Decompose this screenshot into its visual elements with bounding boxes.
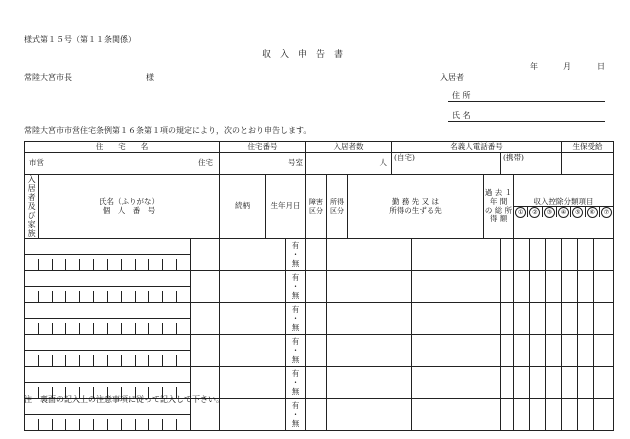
member-name-row bbox=[25, 367, 614, 383]
housing-name-header: 住 宅 名 bbox=[25, 142, 220, 153]
personal-number-digit[interactable] bbox=[80, 419, 94, 430]
member-birth-cell[interactable] bbox=[220, 271, 286, 303]
personal-number-digit[interactable] bbox=[25, 355, 39, 366]
disability-separator: ・ bbox=[291, 282, 300, 291]
disability-separator: ・ bbox=[291, 378, 300, 387]
member-disability-cell[interactable] bbox=[286, 303, 306, 335]
member-past-income-cell[interactable] bbox=[412, 239, 501, 271]
member-deduction-6[interactable] bbox=[578, 239, 594, 271]
disability-yes[interactable]: 有 bbox=[291, 305, 300, 314]
member-personal-number-cell bbox=[25, 287, 191, 303]
member-deduction-1[interactable] bbox=[501, 335, 514, 367]
disability-no[interactable]: 無 bbox=[291, 387, 300, 396]
member-workplace-cell[interactable] bbox=[327, 399, 412, 431]
income-table bbox=[24, 141, 614, 431]
member-personal-number-cell bbox=[25, 351, 191, 367]
disability-no[interactable]: 無 bbox=[291, 323, 300, 332]
member-name-cell[interactable] bbox=[25, 367, 191, 383]
personal-number-digit[interactable] bbox=[163, 291, 177, 302]
personal-number-digit[interactable] bbox=[53, 323, 67, 334]
member-income-type-cell[interactable] bbox=[306, 271, 327, 303]
nin-label: 人 bbox=[379, 158, 388, 168]
member-deduction-1[interactable] bbox=[501, 303, 514, 335]
personal-number-digit[interactable] bbox=[94, 291, 108, 302]
member-deduction-7[interactable] bbox=[594, 399, 614, 431]
personal-number-digit[interactable] bbox=[163, 259, 177, 270]
resident-count-header: 入居者数 bbox=[306, 142, 392, 153]
personal-number-digit[interactable] bbox=[39, 355, 53, 366]
member-deduction-4[interactable] bbox=[546, 367, 562, 399]
personal-number-digit[interactable] bbox=[149, 355, 163, 366]
member-workplace-cell[interactable] bbox=[327, 271, 412, 303]
disability-yes[interactable]: 有 bbox=[291, 401, 300, 410]
disability-yes[interactable]: 有 bbox=[291, 369, 300, 378]
member-personal-number-cell bbox=[25, 319, 191, 335]
personal-number-digit[interactable] bbox=[53, 355, 67, 366]
personal-number-digit[interactable] bbox=[149, 259, 163, 270]
personal-number-digit[interactable] bbox=[177, 259, 190, 270]
shiei-label: 市営 bbox=[29, 158, 44, 167]
personal-number-digit[interactable] bbox=[149, 323, 163, 334]
personal-number-digit[interactable] bbox=[108, 419, 122, 430]
personal-number-digit[interactable] bbox=[108, 259, 122, 270]
member-income-type-cell[interactable] bbox=[306, 239, 327, 271]
date-year: 年 bbox=[530, 62, 538, 71]
member-name-cell[interactable] bbox=[25, 335, 191, 351]
relation-header: 続柄 bbox=[220, 175, 266, 239]
member-relation-cell[interactable] bbox=[191, 335, 220, 367]
personal-number-digit[interactable] bbox=[163, 355, 177, 366]
member-deduction-3[interactable] bbox=[530, 303, 546, 335]
addressee-honorific: 様 bbox=[146, 73, 154, 82]
workplace-line2: 所得の生ずる先 bbox=[389, 205, 442, 215]
member-workplace-cell[interactable] bbox=[327, 367, 412, 399]
side-label: 入居者及び家族 bbox=[25, 175, 39, 239]
addressee-name: 常陸大宮市長 bbox=[24, 73, 72, 82]
personal-number-digit[interactable] bbox=[122, 419, 136, 430]
date-day: 日 bbox=[597, 62, 605, 71]
member-birth-cell[interactable] bbox=[220, 239, 286, 271]
member-income-type-cell[interactable] bbox=[306, 303, 327, 335]
deduction-item-4: ④ bbox=[558, 207, 569, 218]
personal-number-digit[interactable] bbox=[66, 419, 80, 430]
member-deduction-7[interactable] bbox=[594, 335, 614, 367]
past-income-line2: の 総 所 得 額 bbox=[484, 205, 513, 224]
personal-number-digit[interactable] bbox=[122, 355, 136, 366]
personal-number-digit[interactable] bbox=[66, 355, 80, 366]
personal-number-digit[interactable] bbox=[136, 419, 150, 430]
personal-number-digit[interactable] bbox=[25, 291, 39, 302]
name-column-header bbox=[39, 175, 220, 239]
member-personal-number-cell bbox=[25, 255, 191, 271]
member-deduction-1[interactable] bbox=[501, 239, 514, 271]
disability-separator: ・ bbox=[291, 250, 300, 259]
member-deduction-1[interactable] bbox=[501, 399, 514, 431]
personal-number-digit[interactable] bbox=[66, 291, 80, 302]
birth-header: 生年月日 bbox=[266, 175, 306, 239]
deduction-item-1: ① bbox=[515, 207, 526, 218]
member-deduction-6[interactable] bbox=[578, 271, 594, 303]
member-deduction-3[interactable] bbox=[530, 335, 546, 367]
member-deduction-6[interactable] bbox=[578, 335, 594, 367]
member-past-income-cell[interactable] bbox=[412, 271, 501, 303]
member-relation-cell[interactable] bbox=[191, 367, 220, 399]
member-deduction-5[interactable] bbox=[562, 399, 578, 431]
disability-yes[interactable]: 有 bbox=[291, 241, 300, 250]
member-deduction-3[interactable] bbox=[530, 399, 546, 431]
personal-number-digit[interactable] bbox=[108, 291, 122, 302]
personal-number-digit[interactable] bbox=[53, 291, 67, 302]
disability-separator: ・ bbox=[291, 346, 300, 355]
page-title: 収 入 申 告 書 bbox=[262, 50, 344, 60]
member-deduction-5[interactable] bbox=[562, 303, 578, 335]
personal-number-header-label: 個 人 番 号 bbox=[102, 205, 156, 215]
deduction-item-3: ③ bbox=[544, 207, 555, 218]
housing-number-cell[interactable] bbox=[220, 153, 306, 175]
disability-separator: ・ bbox=[291, 410, 300, 419]
member-deduction-6[interactable] bbox=[578, 367, 594, 399]
member-disability-cell[interactable] bbox=[286, 367, 306, 399]
personal-number-digit[interactable] bbox=[39, 259, 53, 270]
member-deduction-4[interactable] bbox=[546, 399, 562, 431]
name-line[interactable] bbox=[448, 121, 605, 122]
date-month: 月 bbox=[563, 62, 571, 71]
member-income-type-cell[interactable] bbox=[306, 335, 327, 367]
member-deduction-5[interactable] bbox=[562, 335, 578, 367]
personal-number-digit[interactable] bbox=[66, 323, 80, 334]
personal-number-digit[interactable] bbox=[66, 259, 80, 270]
home-phone-label: (自宅) bbox=[394, 153, 415, 162]
personal-number-digit[interactable] bbox=[177, 419, 190, 430]
member-deduction-3[interactable] bbox=[530, 239, 546, 271]
goshitsu-label: 号室 bbox=[288, 158, 304, 168]
member-name-row bbox=[25, 239, 614, 255]
member-deduction-2[interactable] bbox=[514, 367, 530, 399]
member-relation-cell[interactable] bbox=[191, 303, 220, 335]
member-disability-cell[interactable] bbox=[286, 399, 306, 431]
disability-no[interactable]: 無 bbox=[291, 355, 300, 364]
disability-no[interactable]: 無 bbox=[291, 291, 300, 300]
past-income-header bbox=[484, 175, 514, 239]
intro-text: 常陸大宮市市営住宅条例第１６条第１項の規定により，次のとおり申告します。 bbox=[24, 126, 312, 135]
member-deduction-3[interactable] bbox=[530, 367, 546, 399]
member-disability-cell[interactable] bbox=[286, 239, 306, 271]
personal-number-digit[interactable] bbox=[94, 419, 108, 430]
personal-number-digit[interactable] bbox=[53, 419, 67, 430]
member-income-type-cell[interactable] bbox=[306, 399, 327, 431]
member-deduction-7[interactable] bbox=[594, 239, 614, 271]
member-income-type-cell[interactable] bbox=[306, 367, 327, 399]
member-name-row bbox=[25, 335, 614, 351]
personal-number-digit[interactable] bbox=[80, 323, 94, 334]
disability-yes[interactable]: 有 bbox=[291, 273, 300, 282]
member-deduction-2[interactable] bbox=[514, 399, 530, 431]
deductions-title: 収入控除分類項目 bbox=[514, 197, 613, 207]
member-birth-cell[interactable] bbox=[220, 335, 286, 367]
member-past-income-cell[interactable] bbox=[412, 399, 501, 431]
income-type-header: 所得区分 bbox=[327, 175, 348, 239]
member-name-row bbox=[25, 271, 614, 287]
personal-number-digit[interactable] bbox=[136, 355, 150, 366]
applicant-label: 入居者 bbox=[440, 73, 464, 82]
member-workplace-cell[interactable] bbox=[327, 303, 412, 335]
name-label: 氏 名 bbox=[452, 111, 471, 120]
personal-number-digit[interactable] bbox=[53, 259, 67, 270]
personal-number-digit[interactable] bbox=[39, 291, 53, 302]
member-name-cell[interactable] bbox=[25, 271, 191, 287]
member-birth-cell[interactable] bbox=[220, 303, 286, 335]
member-deduction-2[interactable] bbox=[514, 303, 530, 335]
member-relation-cell[interactable] bbox=[191, 271, 220, 303]
member-workplace-cell[interactable] bbox=[327, 335, 412, 367]
personal-number-digit[interactable] bbox=[163, 323, 177, 334]
member-deduction-4[interactable] bbox=[546, 239, 562, 271]
deductions-header bbox=[514, 175, 614, 239]
member-birth-cell[interactable] bbox=[220, 399, 286, 431]
personal-number-digit[interactable] bbox=[94, 355, 108, 366]
deduction-item-6: ⑥ bbox=[587, 207, 598, 218]
resident-count-cell[interactable] bbox=[306, 153, 392, 175]
member-deduction-3[interactable] bbox=[530, 271, 546, 303]
name-header-label: 氏名（ふりがな） bbox=[99, 196, 159, 206]
personal-number-digit[interactable] bbox=[25, 419, 39, 430]
personal-number-digit[interactable] bbox=[108, 355, 122, 366]
workplace-line1: 勤 務 先 又 は bbox=[392, 196, 440, 206]
member-name-cell[interactable] bbox=[25, 239, 191, 255]
member-workplace-cell[interactable] bbox=[327, 239, 412, 271]
member-disability-cell[interactable] bbox=[286, 335, 306, 367]
member-deduction-1[interactable] bbox=[501, 271, 514, 303]
member-disability-cell[interactable] bbox=[286, 271, 306, 303]
personal-number-digit[interactable] bbox=[136, 323, 150, 334]
member-deduction-7[interactable] bbox=[594, 303, 614, 335]
jutaku-label: 住宅 bbox=[198, 158, 214, 167]
member-deduction-6[interactable] bbox=[578, 399, 594, 431]
personal-number-digit[interactable] bbox=[177, 323, 190, 334]
phone-mobile-cell[interactable] bbox=[501, 153, 562, 175]
member-deduction-4[interactable] bbox=[546, 335, 562, 367]
personal-number-digit[interactable] bbox=[122, 291, 136, 302]
member-personal-number-cell bbox=[25, 415, 191, 431]
member-past-income-cell[interactable] bbox=[412, 335, 501, 367]
personal-number-digit[interactable] bbox=[122, 259, 136, 270]
personal-number-digit[interactable] bbox=[163, 419, 177, 430]
deduction-item-5: ⑤ bbox=[572, 207, 583, 218]
deduction-item-2: ② bbox=[529, 207, 540, 218]
member-name-cell[interactable] bbox=[25, 303, 191, 319]
member-deduction-6[interactable] bbox=[578, 303, 594, 335]
disability-separator: ・ bbox=[291, 314, 300, 323]
member-deduction-2[interactable] bbox=[514, 239, 530, 271]
disability-header: 障害区分 bbox=[306, 175, 327, 239]
personal-number-digit[interactable] bbox=[80, 355, 94, 366]
personal-number-digit[interactable] bbox=[177, 291, 190, 302]
mobile-phone-label: (携帯) bbox=[503, 153, 524, 162]
personal-number-digit[interactable] bbox=[25, 259, 39, 270]
personal-number-digit[interactable] bbox=[122, 323, 136, 334]
member-deduction-5[interactable] bbox=[562, 271, 578, 303]
member-deduction-2[interactable] bbox=[514, 335, 530, 367]
member-deduction-7[interactable] bbox=[594, 367, 614, 399]
welfare-header: 生保受給 bbox=[562, 142, 614, 153]
member-deduction-4[interactable] bbox=[546, 303, 562, 335]
member-birth-cell[interactable] bbox=[220, 367, 286, 399]
address-line[interactable] bbox=[448, 101, 605, 102]
phone-home-cell[interactable] bbox=[392, 153, 501, 175]
personal-number-digit[interactable] bbox=[149, 291, 163, 302]
personal-number-digit[interactable] bbox=[25, 323, 39, 334]
member-deduction-5[interactable] bbox=[562, 367, 578, 399]
personal-number-digit[interactable] bbox=[149, 419, 163, 430]
address-label: 住 所 bbox=[452, 91, 471, 100]
personal-number-digit[interactable] bbox=[94, 323, 108, 334]
workplace-header bbox=[348, 175, 484, 239]
personal-number-digit[interactable] bbox=[94, 259, 108, 270]
footer-note: 注 裏面の記入上の注意事項に従って記入して下さい。 bbox=[24, 395, 224, 404]
personal-number-digit[interactable] bbox=[80, 291, 94, 302]
personal-number-digit[interactable] bbox=[80, 259, 94, 270]
member-deduction-4[interactable] bbox=[546, 271, 562, 303]
member-deduction-7[interactable] bbox=[594, 271, 614, 303]
housing-name-cell[interactable] bbox=[25, 153, 220, 175]
personal-number-digit[interactable] bbox=[39, 419, 53, 430]
personal-number-digit[interactable] bbox=[136, 291, 150, 302]
housing-number-header: 住宅番号 bbox=[220, 142, 306, 153]
member-past-income-cell[interactable] bbox=[412, 303, 501, 335]
disability-no[interactable]: 無 bbox=[291, 259, 300, 268]
phone-header: 名義人電話番号 bbox=[392, 142, 562, 153]
member-deduction-1[interactable] bbox=[501, 367, 514, 399]
form-number: 様式第１５号（第１１条関係） bbox=[24, 35, 136, 44]
deduction-item-7: ⑦ bbox=[601, 207, 612, 218]
welfare-cell[interactable] bbox=[562, 153, 614, 175]
disability-yes[interactable]: 有 bbox=[291, 337, 300, 346]
past-income-line1: 過 去 １ 年 間 bbox=[484, 188, 513, 206]
member-past-income-cell[interactable] bbox=[412, 367, 501, 399]
member-relation-cell[interactable] bbox=[191, 239, 220, 271]
member-name-row bbox=[25, 303, 614, 319]
personal-number-digit[interactable] bbox=[39, 323, 53, 334]
member-deduction-5[interactable] bbox=[562, 239, 578, 271]
member-deduction-2[interactable] bbox=[514, 271, 530, 303]
personal-number-digit[interactable] bbox=[177, 355, 190, 366]
disability-no[interactable]: 無 bbox=[291, 419, 300, 428]
personal-number-digit[interactable] bbox=[136, 259, 150, 270]
personal-number-digit[interactable] bbox=[108, 323, 122, 334]
